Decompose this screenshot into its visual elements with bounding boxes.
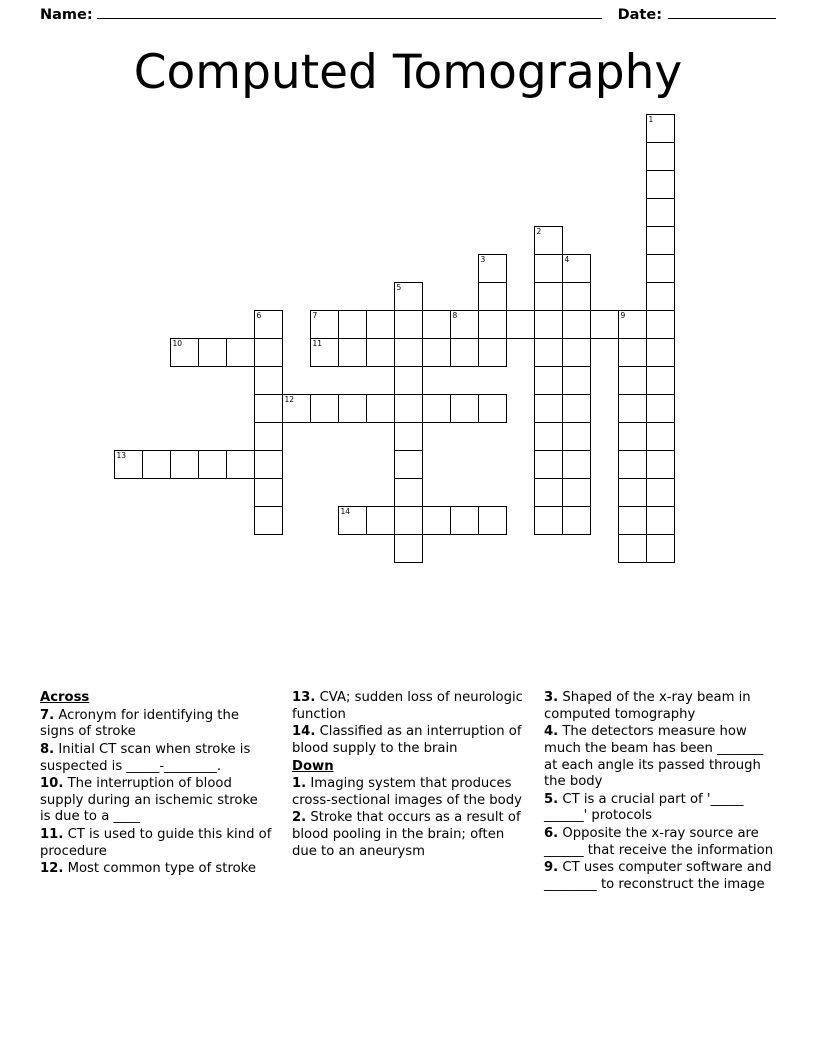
- clues-column-2: [292, 690, 524, 895]
- clue-number: 1.: [292, 776, 307, 792]
- across-heading: Across: [40, 690, 90, 705]
- clue-list-down-part2: [544, 690, 780, 894]
- grid-cell[interactable]: [618, 366, 647, 395]
- grid-cell-number: 9: [620, 311, 626, 320]
- grid-cell[interactable]: [478, 282, 507, 311]
- clue-number: 5.: [544, 791, 559, 807]
- grid-cell[interactable]: [562, 254, 591, 283]
- grid-cell[interactable]: [534, 478, 563, 507]
- down-heading: Down: [292, 758, 334, 774]
- clue-text: The interruption of blood supply during an ischemic stroke is due to a ____: [40, 776, 258, 825]
- grid-cell[interactable]: [394, 506, 423, 535]
- grid-cell[interactable]: [394, 282, 423, 311]
- grid-cell[interactable]: [618, 394, 647, 423]
- grid-cell-number: 8: [452, 311, 458, 320]
- clue-number: 8.: [40, 741, 55, 757]
- grid-cell[interactable]: [534, 254, 563, 283]
- grid-cell[interactable]: [226, 338, 255, 367]
- clue-list-across-part1: [40, 708, 272, 878]
- grid-cell[interactable]: [562, 338, 591, 367]
- grid-cell[interactable]: [646, 394, 675, 423]
- clue-item: [40, 776, 272, 826]
- grid-cell[interactable]: [534, 506, 563, 535]
- grid-cell[interactable]: [170, 338, 199, 367]
- grid-cell[interactable]: [422, 310, 451, 339]
- grid-cell-number: 11: [312, 339, 323, 348]
- grid-cell[interactable]: [646, 226, 675, 255]
- date-write-line[interactable]: [668, 6, 776, 19]
- grid-cell[interactable]: [254, 394, 283, 423]
- clue-number: 11.: [40, 827, 64, 842]
- grid-cell-number: 6: [256, 311, 262, 320]
- grid-cell[interactable]: [646, 170, 675, 199]
- grid-cell[interactable]: [618, 534, 647, 563]
- grid-cell[interactable]: [590, 310, 619, 339]
- grid-cell[interactable]: [366, 310, 395, 339]
- grid-cell[interactable]: [562, 506, 591, 535]
- clue-number: 7.: [40, 707, 55, 723]
- grid-cell[interactable]: [618, 422, 647, 451]
- clue-list-down-part1: [292, 776, 524, 860]
- clue-number: 6.: [544, 826, 559, 841]
- date-label: Date:: [617, 7, 662, 23]
- crossword-grid[interactable]: [114, 114, 714, 534]
- grid-cell[interactable]: [618, 450, 647, 479]
- grid-cell[interactable]: [254, 338, 283, 367]
- grid-cell[interactable]: [478, 506, 507, 535]
- grid-cell-number: 1: [648, 115, 654, 124]
- clue-number: 3.: [544, 690, 559, 705]
- grid-cell[interactable]: [366, 394, 395, 423]
- grid-cell[interactable]: [422, 394, 451, 423]
- grid-cell[interactable]: [646, 282, 675, 311]
- clue-item: [40, 742, 272, 775]
- grid-cell-number: 5: [396, 283, 402, 292]
- clue-number: 2.: [292, 810, 307, 826]
- grid-cell[interactable]: [254, 450, 283, 479]
- grid-cell[interactable]: [478, 394, 507, 423]
- grid-cell[interactable]: [310, 338, 339, 367]
- grid-cell[interactable]: [394, 366, 423, 395]
- grid-cell[interactable]: [478, 310, 507, 339]
- grid-cell[interactable]: [254, 310, 283, 339]
- clue-number: 13.: [292, 690, 316, 705]
- grid-cell[interactable]: [618, 506, 647, 535]
- clue-item: [544, 792, 780, 825]
- grid-cell[interactable]: [534, 338, 563, 367]
- grid-cell[interactable]: [534, 310, 563, 339]
- grid-cell[interactable]: [562, 366, 591, 395]
- grid-cell[interactable]: [450, 394, 479, 423]
- clue-list-across-part2: [292, 690, 524, 758]
- grid-cell-number: 12: [284, 395, 295, 404]
- grid-cell[interactable]: [534, 366, 563, 395]
- grid-cell[interactable]: [338, 310, 367, 339]
- clue-number: 4.: [544, 724, 559, 740]
- grid-cell-number: 3: [480, 255, 486, 264]
- grid-cell[interactable]: [618, 310, 647, 339]
- clue-item: [544, 826, 780, 859]
- grid-cell[interactable]: [646, 534, 675, 563]
- grid-cell[interactable]: [450, 506, 479, 535]
- grid-cell[interactable]: [450, 310, 479, 339]
- grid-cell[interactable]: [646, 506, 675, 535]
- name-write-line[interactable]: [97, 6, 602, 19]
- page-title: Computed Tomography: [133, 45, 683, 100]
- grid-cell-number: 2: [536, 227, 542, 236]
- grid-cell[interactable]: [646, 310, 675, 339]
- grid-cell[interactable]: [310, 394, 339, 423]
- clue-text: Shaped of the x-ray beam in computed tomography: [544, 690, 751, 722]
- grid-cell[interactable]: [646, 142, 675, 171]
- clue-item: [292, 724, 524, 757]
- grid-cell[interactable]: [226, 450, 255, 479]
- grid-cell[interactable]: [394, 534, 423, 563]
- grid-cell[interactable]: [562, 394, 591, 423]
- grid-cell[interactable]: [646, 478, 675, 507]
- grid-cell[interactable]: [114, 450, 143, 479]
- grid-cell[interactable]: [562, 450, 591, 479]
- grid-cell[interactable]: [394, 422, 423, 451]
- grid-cell[interactable]: [282, 394, 311, 423]
- grid-cell[interactable]: [506, 310, 535, 339]
- grid-cell[interactable]: [170, 450, 199, 479]
- clue-item: [292, 810, 524, 860]
- clues-column-1: [40, 690, 272, 895]
- grid-cell[interactable]: [562, 282, 591, 311]
- grid-cell[interactable]: [646, 198, 675, 227]
- clue-item: [544, 860, 780, 893]
- grid-cell[interactable]: [646, 114, 675, 143]
- grid-cell[interactable]: [254, 422, 283, 451]
- grid-cell[interactable]: [394, 450, 423, 479]
- clue-text: Initial CT scan when stroke is suspected is _____-________.: [40, 741, 251, 774]
- clue-text: Imaging system that produces cross-sectional images of the body: [292, 776, 522, 808]
- clues-area: [40, 690, 780, 895]
- clue-text: Stroke that occurs as a result of blood pooling in the brain; often due to an aneurysm: [292, 810, 521, 859]
- grid-cell[interactable]: [142, 450, 171, 479]
- grid-cell[interactable]: [646, 422, 675, 451]
- grid-cell[interactable]: [338, 394, 367, 423]
- grid-cell[interactable]: [338, 506, 367, 535]
- grid-cell[interactable]: [422, 506, 451, 535]
- clue-item: [292, 690, 524, 723]
- grid-cell[interactable]: [338, 338, 367, 367]
- grid-cell[interactable]: [646, 338, 675, 367]
- grid-cell[interactable]: [478, 254, 507, 283]
- grid-cell[interactable]: [646, 366, 675, 395]
- grid-cell[interactable]: [534, 422, 563, 451]
- clue-item: [544, 690, 780, 723]
- grid-cell[interactable]: [534, 226, 563, 255]
- grid-cell[interactable]: [618, 478, 647, 507]
- crossword-area: [0, 114, 816, 544]
- grid-cell[interactable]: [562, 478, 591, 507]
- grid-cell[interactable]: [646, 450, 675, 479]
- clue-text: The detectors measure how much the beam has been _______ at each angle its passed through the body: [544, 724, 764, 790]
- clue-number: 9.: [544, 860, 559, 876]
- grid-cell-number: 14: [340, 507, 351, 516]
- clue-item: [40, 708, 272, 741]
- grid-cell[interactable]: [254, 506, 283, 535]
- grid-cell[interactable]: [534, 394, 563, 423]
- clue-text: CT uses computer software and ________ to reconstruct the image: [544, 860, 772, 892]
- grid-cell[interactable]: [394, 394, 423, 423]
- grid-cell-number: 7: [312, 311, 318, 320]
- clue-item: [544, 724, 780, 791]
- grid-cell[interactable]: [562, 422, 591, 451]
- grid-cell[interactable]: [646, 254, 675, 283]
- clue-item: [40, 827, 272, 860]
- grid-cell[interactable]: [366, 506, 395, 535]
- grid-cell-number: 13: [116, 451, 127, 460]
- clue-text: Acronym for identifying the signs of stroke: [40, 707, 239, 740]
- grid-cell-number: 4: [564, 255, 570, 264]
- grid-cell[interactable]: [310, 310, 339, 339]
- grid-cell[interactable]: [422, 338, 451, 367]
- grid-cell-number: 10: [172, 339, 183, 348]
- grid-cell[interactable]: [618, 338, 647, 367]
- grid-cell[interactable]: [534, 450, 563, 479]
- grid-cell[interactable]: [198, 450, 227, 479]
- grid-cell[interactable]: [254, 366, 283, 395]
- clue-number: 14.: [292, 724, 316, 740]
- clue-text: CVA; sudden loss of neurologic function: [292, 690, 523, 722]
- grid-cell[interactable]: [394, 310, 423, 339]
- clue-text: CT is used to guide this kind of procedure: [40, 827, 272, 859]
- grid-cell[interactable]: [534, 282, 563, 311]
- grid-cell[interactable]: [366, 338, 395, 367]
- clue-number: 12.: [40, 861, 64, 877]
- grid-cell[interactable]: [198, 338, 227, 367]
- clue-item: [292, 776, 524, 809]
- clue-item: [40, 861, 272, 878]
- grid-cell[interactable]: [394, 478, 423, 507]
- clues-column-3: [544, 690, 780, 895]
- name-label: Name:: [40, 7, 93, 23]
- clue-text: Opposite the x-ray source are ______ that receive the information: [544, 826, 774, 858]
- grid-cell[interactable]: [478, 338, 507, 367]
- grid-cell[interactable]: [394, 338, 423, 367]
- clue-text: CT is a crucial part of '_____ ______' protocols: [544, 791, 744, 824]
- name-date-header: [0, 0, 816, 23]
- clue-number: 10.: [40, 776, 64, 792]
- grid-cell[interactable]: [450, 338, 479, 367]
- grid-cell[interactable]: [562, 310, 591, 339]
- clue-text: Most common type of stroke: [63, 861, 256, 877]
- grid-cell[interactable]: [254, 478, 283, 507]
- clue-text: Classified as an interruption of blood supply to the brain: [292, 724, 522, 756]
